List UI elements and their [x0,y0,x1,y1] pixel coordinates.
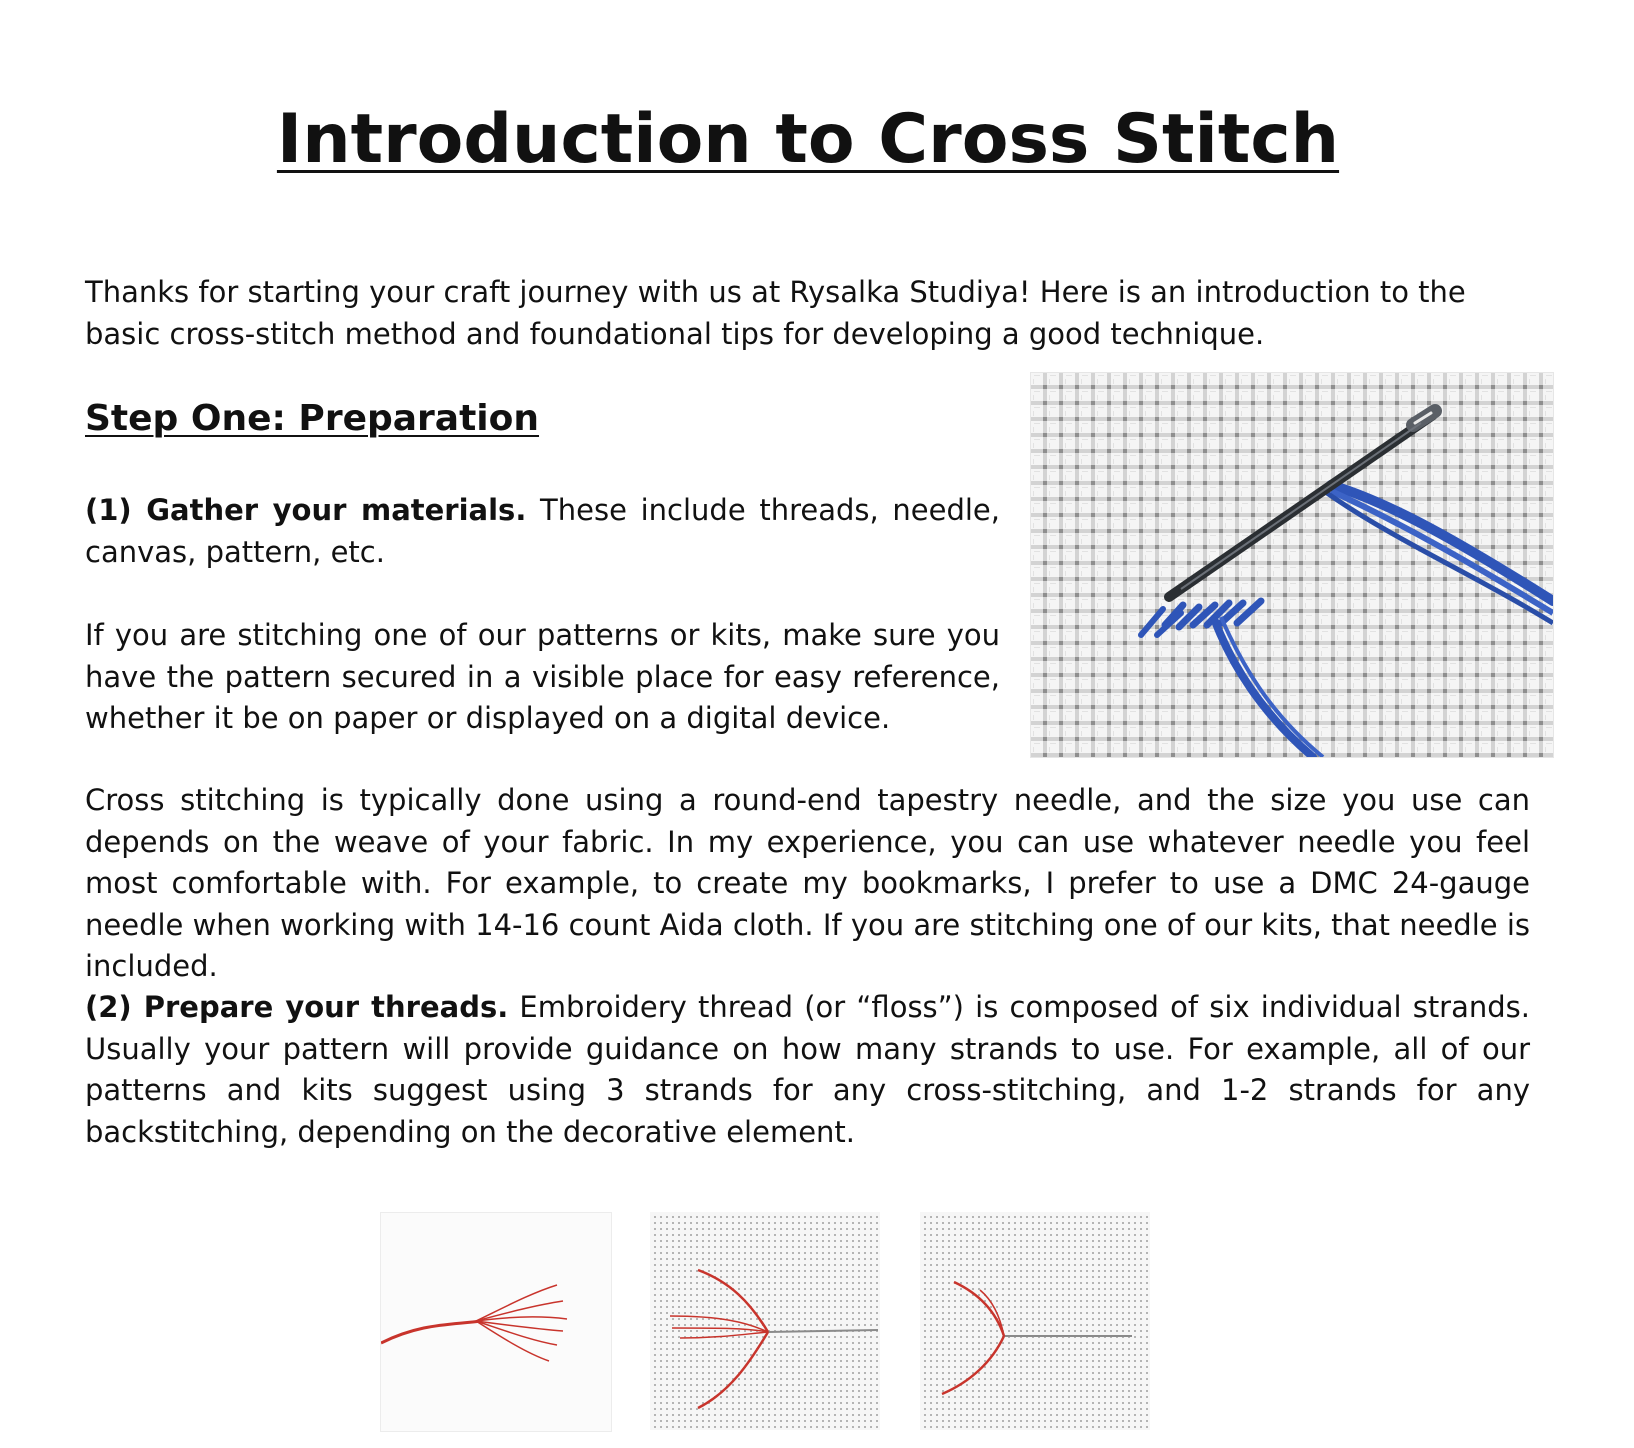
strands-photo-separated [380,1212,612,1432]
intro-paragraph: Thanks for starting your craft journey with us at Rysalka Studiya! Here is an introduction to the basic cross-stitch method and foundational tips for developing a good technique. [85,275,1466,351]
page-title: Introduction to Cross Stitch [276,100,1340,179]
needle-photo [1030,372,1554,758]
prepare-threads-paragraph [85,987,1530,1153]
gather-materials-text: These include threads, needle, canvas, pattern, etc. [85,493,1000,569]
needle-note-paragraph: Cross stitching is typically done using a round-end tapestry needle, and the size you use can depends on the weave of your fabric. In my experience, you can use whatever needle you feel most comfortable with. For example, to create my bookmarks, I prefer to use a DMC 24-gauge needle when working with 14-16 count Aida cloth. If you are stitching one of our kits, that needle is included. [85,783,1531,983]
strands-photo-aida-six [650,1212,880,1430]
pattern-note-paragraph: If you are stitching one of our patterns or kits, make sure you have the pattern secured in a visible place for easy reference, whether it be on paper or displayed on a digital device. [85,618,1000,735]
gather-materials-lead: (1) Gather your materials. [85,493,527,527]
prepare-threads-lead: (2) Prepare your threads. [85,990,509,1024]
prepare-threads-text: Embroidery thread (or “floss”) is composed of six individual strands. Usually your pattern will provide guidance on how many strands to use. For example, all of our patterns and kits suggest using 3 strands for any cross-stitching, and 1-2 strands for any backstitching, depending on the decorative element. [85,990,1530,1149]
step-one-heading: Step One: Preparation [85,398,540,439]
gather-materials-paragraph [85,490,1000,573]
strands-photo-aida-three [920,1212,1150,1430]
